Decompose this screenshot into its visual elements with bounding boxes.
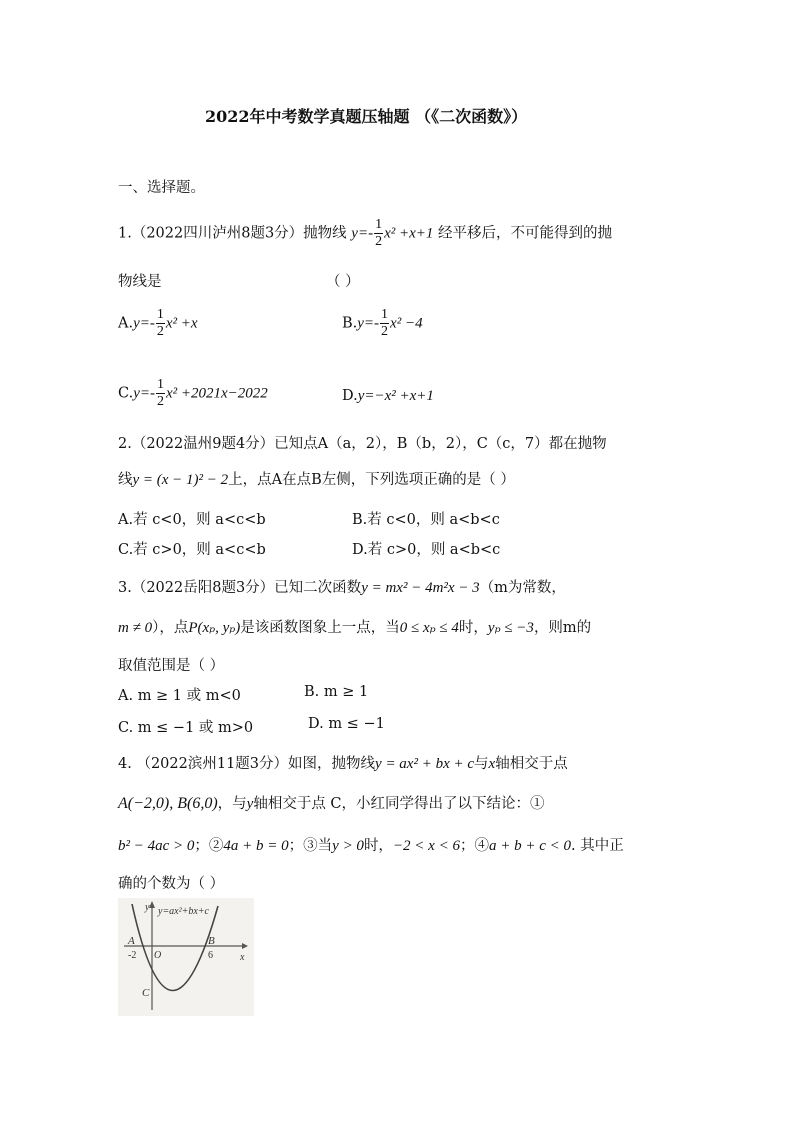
q3-equation: y = mx² − 4m²x − 3 [361,580,480,596]
q1-option-b: B.y=- $\frac{1}{2}$ x² −4 [342,307,423,339]
q2-stem-line1: 2.（2022温州9题4分）已知点A（a，2），B（b，2），C（c，7）都在抛物 [118,436,607,452]
q1-stem-line1 [118,218,612,249]
q1-a-fraction: $\frac{1}{2}$ [156,307,164,339]
q3-stem-line1: 3.（2022岳阳8题3分）已知二次函数y = mx² − 4m²x − 3（m为常数， [118,580,566,596]
point-c-label: C [142,987,150,999]
y-axis-label: y [145,902,150,913]
q1-answer-bracket: （ ） [326,274,360,290]
q2-stem-line2: 线y = (x − 1)² − 2上，点A在点B左侧，下列选项正确的是（ ） [118,472,515,488]
point-b-label: B [208,935,215,947]
origin-label: O [154,950,162,961]
q3-option-b: B. m ≥ 1 [304,684,369,700]
q3-option-a: A. m ≥ 1 或 m<0 [118,688,241,704]
q4-equation: y = ax² + bx + c [375,756,475,772]
q4-stem-line4: 确的个数为（ ） [118,876,225,892]
q2-option-b: B.若 c<0，则 a<b<c [352,512,500,528]
q1-eq-rest: x² +x+1 [384,225,434,242]
x-axis-label: x [240,952,245,963]
q1-option-a: A.y=- $\frac{1}{2}$ x² +x [118,307,198,339]
q1-stem-line2: 物线是 [118,274,162,290]
q3-stem-line2: m ≠ 0），点P(xₚ, yₚ)是该函数图象上一点，当0 ≤ xₚ ≤ 4时，yₚ ≤ −3，则m的 [118,620,592,636]
q3-option-d: D. m ≤ −1 [308,716,385,732]
q3-option-c: C. m ≤ −1 或 m>0 [118,720,254,736]
tick-neg2-label: -2 [128,950,137,961]
tick-6-label: 6 [208,950,213,961]
page-title: 2022年中考数学真题压轴题 （《二次函数》） [205,107,528,126]
curve-label: y=ax²+bx+c [158,906,209,917]
q2-option-c: C.若 c>0，则 a<c<b [118,542,266,558]
q2-equation: y = (x − 1)² − 2 [132,472,229,488]
q4-stem-line1: 4. （2022滨州11题3分）如图，抛物线y = ax² + bx + c与x轴相交于点 [118,756,568,772]
q1-eq-y: y= [351,225,369,242]
q1-b-fraction: $\frac{1}{2}$ [381,307,389,339]
q2-option-a: A.若 c<0，则 a<c<b [118,512,266,528]
q4-stem-line3: b² − 4ac > 0；②4a + b = 0；③当y > 0时，−2 < x < 6；④a + b + c < 0. 其中正 [118,838,624,854]
q1-option-d: D.y=−x² +x+1 [342,388,434,404]
q1-eq-neg: - [368,225,374,242]
parabola-figure [118,898,254,1016]
section-heading: 一、选择题。 [118,180,205,196]
q1-suffix: 经平移后，不可能得到的抛 [438,225,612,242]
q1-option-c: C.y=- $\frac{1}{2}$ x² +2021x−2022 [118,377,268,409]
q3-stem-line3: 取值范围是（ ） [118,658,225,674]
q4-stem-line2: A(−2,0), B(6,0)，与y轴相交于点 C，小红同学得出了以下结论：① [118,795,545,812]
q2-option-d: D.若 c>0，则 a<b<c [352,542,501,558]
point-a-label: A [128,935,135,947]
q1-c-fraction: $\frac{1}{2}$ [156,377,164,409]
q1-eq-fraction: $\frac{1}{2}$ [375,217,383,249]
q1-prefix: 1.（2022四川泸州8题3分）抛物线 [118,225,347,242]
